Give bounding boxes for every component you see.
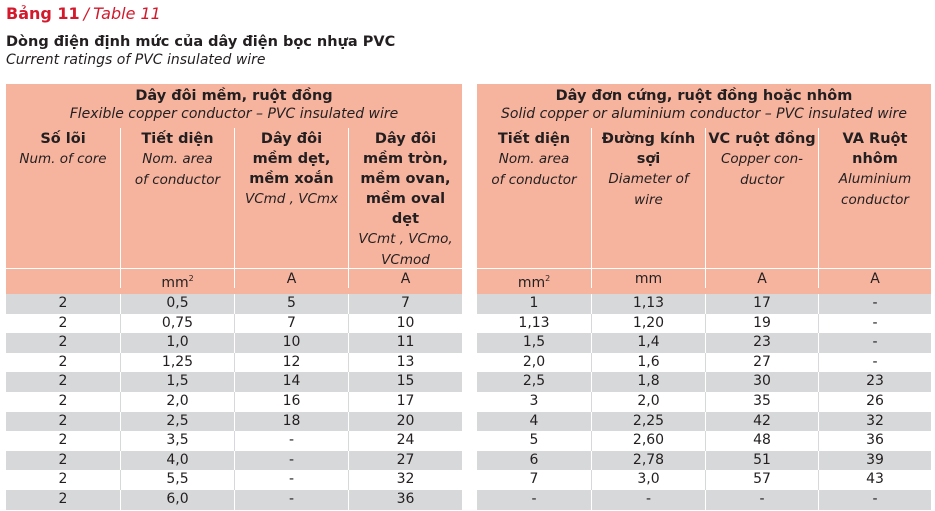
- table-cell: 7: [348, 294, 462, 314]
- column-header: [120, 128, 234, 268]
- table-cell: -: [531, 490, 537, 507]
- table-row: [6, 451, 462, 471]
- table-cell: 2: [58, 373, 68, 390]
- table-cell: 7: [234, 314, 348, 334]
- unit-cell: [477, 269, 591, 291]
- table-cell: -: [818, 333, 931, 353]
- column-header-en: VCmd , VCmx: [244, 191, 339, 207]
- column-header-en: conductor: [841, 192, 909, 208]
- table-cell: 5,5: [120, 470, 234, 490]
- unit-row: [477, 268, 931, 291]
- column-header-vi: Dây đôi: [260, 131, 323, 147]
- column-header-vi: nhôm: [852, 151, 898, 167]
- table-cell: 2: [58, 490, 68, 507]
- unit-cell: [234, 269, 348, 288]
- table-row: [6, 294, 462, 314]
- column-headers: [477, 128, 931, 268]
- column-header: [348, 128, 462, 268]
- group-header-en: Flexible copper conductor – PVC insulated wire: [69, 106, 399, 122]
- table-cell: 16: [234, 392, 348, 412]
- table-cell: 27: [348, 451, 462, 471]
- column-header-en: of conductor: [491, 172, 577, 188]
- column-header-vi: Đường kính: [601, 131, 696, 147]
- column-header-en: Aluminium: [838, 171, 912, 187]
- table-cell: 0,5: [120, 294, 234, 314]
- table-cell: 1,25: [120, 353, 234, 373]
- unit-cell: [591, 269, 705, 288]
- table-cell: 2: [58, 295, 68, 311]
- table-cell: 2,25: [591, 412, 705, 432]
- table-cell: 2: [58, 314, 68, 331]
- table-row: [477, 412, 931, 432]
- table-cell: 3,5: [120, 431, 234, 451]
- table-row: [477, 372, 931, 392]
- table-cell: 7: [529, 471, 539, 488]
- unit-label: A: [870, 271, 880, 287]
- table-cell: 26: [818, 392, 931, 412]
- group-header-en: Solid copper or aluminium conductor – PVC insulated wire: [501, 106, 907, 122]
- table-row: [6, 333, 462, 353]
- column-header: [705, 128, 818, 268]
- table-cell: 18: [234, 412, 348, 432]
- column-header: [234, 128, 348, 268]
- table-cell: 35: [705, 392, 818, 412]
- unit-label: A: [757, 271, 767, 287]
- table-cell: -: [818, 294, 931, 314]
- table-row: [477, 490, 931, 510]
- table-cell: 23: [818, 372, 931, 392]
- table-cell: 1,20: [591, 314, 705, 334]
- table-cell: 32: [818, 412, 931, 432]
- table-cell: -: [705, 490, 818, 510]
- column-header-en: Copper con-: [720, 151, 804, 167]
- table-cell: 1,0: [120, 333, 234, 353]
- table-cell: 1,4: [591, 333, 705, 353]
- column-header-vi: mềm tròn,: [363, 151, 448, 167]
- table-label-en: Table 11: [93, 4, 161, 23]
- column-header-vi: Tiết diện: [141, 131, 214, 147]
- table-label: [6, 4, 161, 23]
- table-cell: 20: [348, 412, 462, 432]
- unit-cell: [705, 269, 818, 288]
- table-cell: 19: [705, 314, 818, 334]
- group-header-vi: Dây đơn cứng, ruột đồng hoặc nhôm: [555, 88, 853, 104]
- flexible-copper-table: [6, 84, 462, 510]
- column-header: [591, 128, 705, 268]
- unit-cell: [6, 269, 120, 288]
- table-cell: 2,60: [591, 431, 705, 451]
- table-row: [477, 353, 931, 373]
- column-header-vi: VA Ruột: [842, 131, 908, 147]
- table-cell: 14: [234, 372, 348, 392]
- table-cell: -: [234, 490, 348, 510]
- table-row: [477, 451, 931, 471]
- table-row: [6, 412, 462, 432]
- table-row: [477, 470, 931, 490]
- unit-cell: [120, 269, 234, 291]
- table-cell: 2: [58, 392, 68, 409]
- solid-conductor-table: [477, 84, 931, 510]
- column-header: [818, 128, 931, 268]
- table-cell: 2: [58, 334, 68, 351]
- table-cell: 6,0: [120, 490, 234, 510]
- table-cell: 6: [529, 451, 539, 468]
- table-cell: 3,0: [591, 470, 705, 490]
- column-header-en: VCmod: [381, 252, 430, 268]
- column-header-vi: sợi: [636, 151, 661, 167]
- table-body: [6, 294, 462, 510]
- table-row: [6, 372, 462, 392]
- table-cell: 39: [818, 451, 931, 471]
- table-cell: 1,5: [120, 372, 234, 392]
- page-title-vi: Dòng điện định mức của dây điện bọc nhựa PVC: [6, 34, 396, 50]
- column-header-en: wire: [634, 192, 663, 208]
- column-header-vi: Tiết diện: [497, 131, 571, 147]
- table-row: [477, 431, 931, 451]
- unit-cell: [818, 269, 931, 288]
- table-cell: 48: [705, 431, 818, 451]
- table-cell: 2: [58, 451, 68, 468]
- table-cell: 3: [529, 392, 539, 409]
- table-cell: 4,0: [120, 451, 234, 471]
- table-cell: 57: [705, 470, 818, 490]
- table-row: [477, 314, 931, 334]
- table-cell: 2,78: [591, 451, 705, 471]
- table-cell: -: [818, 353, 931, 373]
- table-cell: 13: [348, 353, 462, 373]
- column-header-en: Nom. area: [142, 151, 213, 167]
- unit-label: A: [286, 271, 297, 287]
- table-row: [477, 294, 931, 314]
- table-cell: 1,13: [591, 294, 705, 314]
- column-header-vi: Dây đôi: [374, 131, 437, 147]
- table-row: [6, 431, 462, 451]
- table-cell: -: [234, 470, 348, 490]
- table-cell: 17: [348, 392, 462, 412]
- table-label-separator: /: [83, 4, 90, 23]
- table-cell: 2: [58, 412, 68, 429]
- column-header: [6, 128, 120, 268]
- table-row: [6, 392, 462, 412]
- column-headers: [6, 128, 462, 268]
- unit-label: mm: [517, 275, 546, 291]
- column-header-en: VCmt , VCmo,: [358, 231, 453, 247]
- table-cell: 1,5: [522, 334, 546, 351]
- column-header: [477, 128, 591, 268]
- column-header-en: ductor: [740, 172, 784, 188]
- unit-superscript: 2: [188, 274, 194, 283]
- group-header-vi: Dây đôi mềm, ruột đồng: [135, 88, 333, 104]
- table-cell: 2,5: [120, 412, 234, 432]
- column-header-vi: mềm dẹt,: [252, 151, 331, 167]
- table-cell: 32: [348, 470, 462, 490]
- table-cell: 4: [529, 412, 539, 429]
- unit-row: [6, 268, 462, 291]
- table-cell: 23: [705, 333, 818, 353]
- table-cell: 2: [58, 353, 68, 370]
- unit-label: A: [400, 271, 411, 287]
- table-cell: 2,5: [522, 373, 546, 390]
- table-row: [6, 490, 462, 510]
- table-row: [477, 392, 931, 412]
- table-cell: 5: [529, 432, 539, 449]
- table-cell: -: [818, 490, 931, 510]
- column-header-en: Nom. area: [498, 151, 570, 167]
- table-cell: 5: [234, 294, 348, 314]
- unit-label: mm: [634, 271, 663, 287]
- group-header: [6, 84, 462, 128]
- table-cell: 10: [348, 314, 462, 334]
- page-title-en: Current ratings of PVC insulated wire: [6, 52, 266, 68]
- table-cell: 42: [705, 412, 818, 432]
- table-cell: 10: [234, 333, 348, 353]
- solid-conductor-table-header: [477, 84, 931, 294]
- table-cell: 2: [58, 432, 68, 449]
- unit-superscript: 2: [545, 274, 551, 283]
- table-cell: -: [818, 314, 931, 334]
- column-header-en: Num. of core: [19, 151, 107, 167]
- column-header-vi: mềm ovan,: [360, 171, 451, 187]
- table-cell: 1,13: [518, 314, 550, 331]
- table-cell: 11: [348, 333, 462, 353]
- table-cell: -: [234, 451, 348, 471]
- table-cell: 12: [234, 353, 348, 373]
- column-header-vi: mềm oval: [365, 191, 446, 207]
- table-body: [477, 294, 931, 510]
- table-cell: 17: [705, 294, 818, 314]
- unit-cell: [348, 269, 462, 288]
- column-header-vi: dẹt: [391, 211, 420, 227]
- table-cell: 15: [348, 372, 462, 392]
- table-cell: 43: [818, 470, 931, 490]
- table-cell: 2,0: [591, 392, 705, 412]
- table-row: [6, 314, 462, 334]
- group-header: [477, 84, 931, 128]
- table-cell: 2: [58, 471, 68, 488]
- table-label-vi: Bảng 11: [6, 4, 80, 23]
- table-cell: 27: [705, 353, 818, 373]
- column-header-vi: Số lõi: [40, 131, 86, 147]
- table-cell: 0,75: [120, 314, 234, 334]
- column-header-en: Diameter of: [608, 171, 689, 187]
- table-cell: 1,6: [591, 353, 705, 373]
- unit-label: mm: [161, 275, 189, 291]
- table-cell: 30: [705, 372, 818, 392]
- column-header-vi: VC ruột đồng: [708, 131, 816, 147]
- table-cell: -: [591, 490, 705, 510]
- column-header-en: of conductor: [134, 172, 221, 188]
- table-cell: 24: [348, 431, 462, 451]
- table-cell: 1: [529, 295, 539, 311]
- table-row: [477, 333, 931, 353]
- column-header-vi: mềm xoắn: [249, 171, 334, 187]
- table-cell: 36: [348, 490, 462, 510]
- table-cell: 2,0: [522, 353, 546, 370]
- table-row: [6, 353, 462, 373]
- table-cell: 36: [818, 431, 931, 451]
- table-row: [6, 470, 462, 490]
- table-cell: -: [234, 431, 348, 451]
- table-cell: 2,0: [120, 392, 234, 412]
- table-cell: 1,8: [591, 372, 705, 392]
- table-cell: 51: [705, 451, 818, 471]
- flexible-copper-table-header: [6, 84, 462, 294]
